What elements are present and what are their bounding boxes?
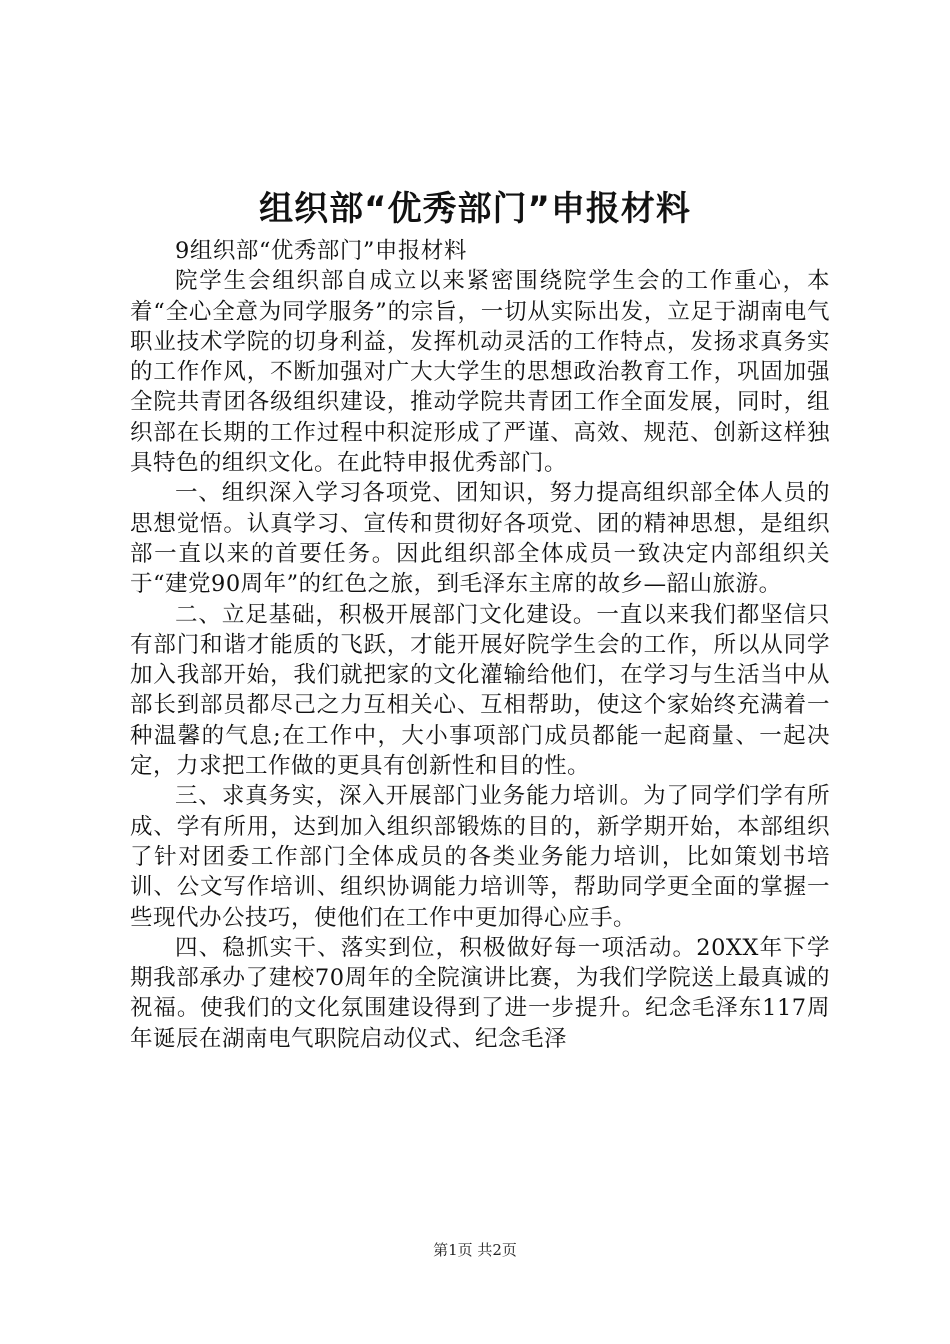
body-paragraph: 四、稳抓实干、落实到位，积极做好每一项活动。20XX年下学期我部承办了建校70周年的全院演讲比赛，为我们学院送上最真诚的祝福。使我们的文化氛围建设得到了进一步提升。纪念毛泽东117周年诞辰在湖南电气职院启动仪式、纪念毛泽 <box>130 934 830 1052</box>
document-body <box>130 236 830 1054</box>
body-paragraph: 二、立足基础，积极开展部门文化建设。一直以来我们都坚信只有部门和谐才能质的飞跃，才能开展好院学生会的工作，所以从同学加入我部开始，我们就把家的文化灌输给他们，在学习与生活当中从部长到部员都尽己之力互相关心、互相帮助，使这个家始终充满着一种温馨的气息;在工作中，大小事项部门成员都能一起商量、一起决定，力求把工作做的更具有创新性和目的性。 <box>130 601 830 780</box>
page-number-footer: 第1页 共2页 <box>433 1241 517 1259</box>
document-title: 组织部“优秀部门”申报材料 <box>259 189 691 229</box>
body-paragraph: 院学生会组织部自成立以来紧密围绕院学生会的工作重心，本着“全心全意为同学服务”的宗旨，一切从实际出发，立足于湖南电气职业技术学院的切身利益，发挥机动灵活的工作特点，发扬求真务实的工作作风，不断加强对广大大学生的思想政治教育工作，巩固加强全院共青团各级组织建设，推动学院共青团工作全面发展，同时，组织部在长期的工作过程中积淀形成了严谨、高效、规范、创新这样独具特色的组织文化。在此特申报优秀部门。 <box>130 268 830 477</box>
body-paragraph: 一、组织深入学习各项党、团知识，努力提高组织部全体人员的思想觉悟。认真学习、宣传和贯彻好各项党、团的精神思想，是组织部一直以来的首要任务。因此组织部全体成员一致决定内部组织关于“建党90周年”的红色之旅，到毛泽东主席的故乡—韶山旅游。 <box>130 480 830 598</box>
body-paragraph: 三、求真务实，深入开展部门业务能力培训。为了同学们学有所成、学有所用，达到加入组织部锻炼的目的，新学期开始，本部组织了针对团委工作部门全体成员的各类业务能力培训，比如策划书培训、公文写作培训、组织协调能力培训等，帮助同学更全面的掌握一些现代办公技巧，使他们在工作中更加得心应手。 <box>130 783 830 931</box>
subtitle-paragraph: 9组织部“优秀部门”申报材料 <box>175 238 467 264</box>
